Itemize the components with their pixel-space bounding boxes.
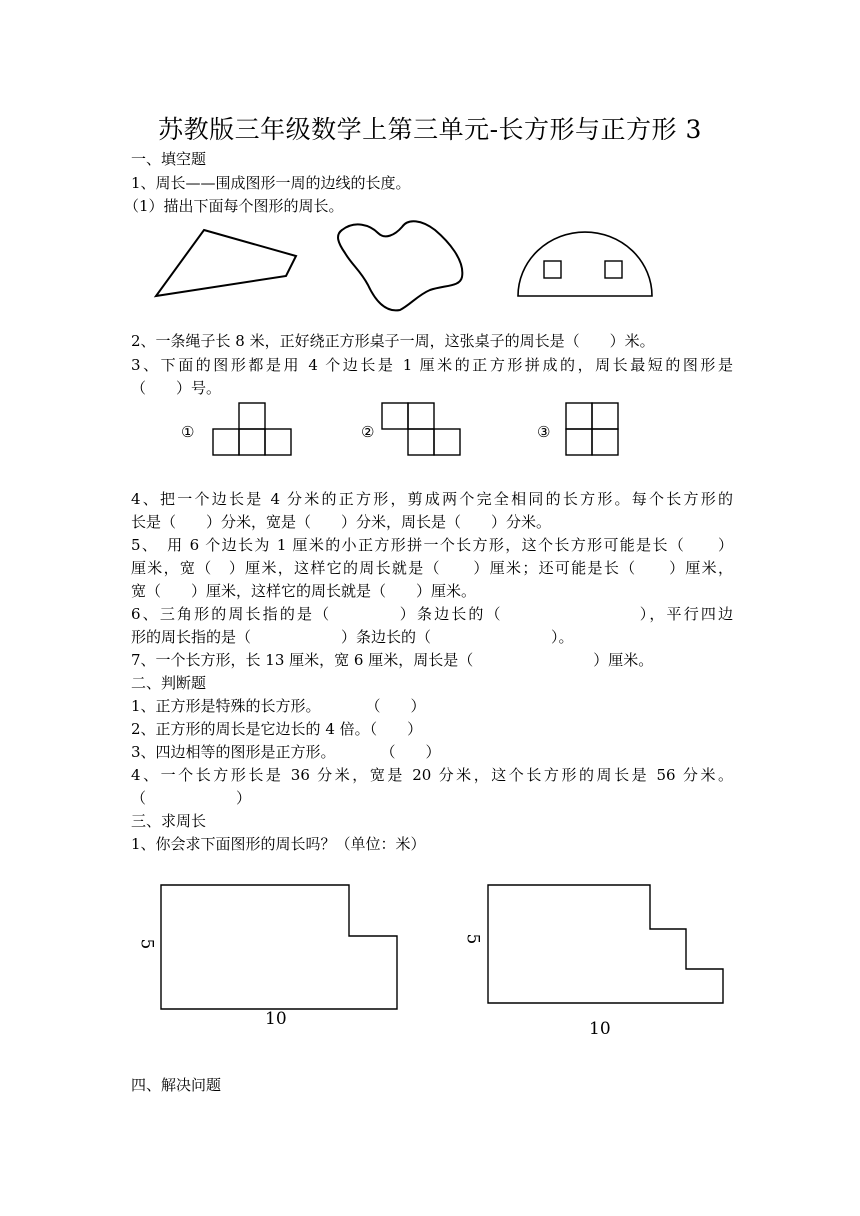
judgment-item-3: 3、四边相等的图形是正方形。 （ ） xyxy=(131,743,441,761)
question-1-5-line1: 5、 用 6 个边长为 1 厘米的小正方形拼一个长方形，这个长方形可能是长（ ） xyxy=(131,536,733,554)
question-1-6-line1: 6、三角形的周长指的是（ ）条边长的（ ），平行四边 xyxy=(131,605,733,623)
question-1-1: 1、周长——围成图形一周的边线的长度。 xyxy=(131,174,411,192)
perimeter-figure-2 xyxy=(486,883,728,1007)
section-3-heading: 三、求周长 xyxy=(131,812,207,830)
square-arrangement-1 xyxy=(212,401,294,459)
judgment-item-4-line1: 4、一个长方形长是 36 分米，宽是 20 分米，这个长方形的周长是 56 分米。 xyxy=(131,766,733,784)
question-1-3-line2: （ ）号。 xyxy=(131,379,222,397)
worksheet-title: 苏教版三年级数学上第三单元-长方形与正方形 3 xyxy=(158,115,702,144)
question-1-7: 7、一个长方形，长 13 厘米，宽 6 厘米，周长是（ ）厘米。 xyxy=(131,651,654,669)
blob-shape xyxy=(330,215,470,315)
question-1-1-sub: （1）描出下面每个图形的周长。 xyxy=(124,197,344,215)
judgment-item-4-line2: （ ） xyxy=(131,789,252,807)
shape-label-1: ① xyxy=(181,423,195,441)
question-1-4-line1: 4、把一个边长是 4 分米的正方形，剪成两个完全相同的长方形。每个长方形的 xyxy=(131,490,733,508)
question-1-4-line2: 长是（ ）分米，宽是（ ）分米，周长是（ ）分米。 xyxy=(131,513,552,531)
question-1-6-line2: 形的周长指的是（ ）条边长的（ ）。 xyxy=(131,628,574,646)
figure-2-height-label: 5 xyxy=(462,933,483,945)
semicircle-shape xyxy=(515,228,655,300)
figure-1-height-label: 5 xyxy=(136,938,157,950)
irregular-quadrilateral-shape xyxy=(150,225,300,300)
judgment-item-2: 2、正方形的周长是它边长的 4 倍。（ ） xyxy=(131,720,423,738)
figure-1-width-label: 10 xyxy=(265,1009,287,1029)
square-arrangement-3 xyxy=(564,401,624,459)
section-1-heading: 一、填空题 xyxy=(131,150,207,168)
question-1-5-line3: 宽（ ）厘米，这样它的周长就是（ ）厘米。 xyxy=(131,582,477,600)
perimeter-figure-1 xyxy=(159,883,401,1013)
section-2-heading: 二、判断题 xyxy=(131,674,207,692)
section-4-heading: 四、解决问题 xyxy=(131,1076,222,1094)
question-1-3-line1: 3、下面的图形都是用 4 个边长是 1 厘米的正方形拼成的，周长最短的图形是 xyxy=(131,356,733,374)
shape-label-2: ② xyxy=(361,423,375,441)
figure-2-width-label: 10 xyxy=(589,1019,611,1039)
question-1-2: 2、一条绳子长 8 米，正好绕正方形桌子一周，这张桌子的周长是（ ）米。 xyxy=(131,332,655,350)
square-arrangement-2 xyxy=(380,401,464,459)
judgment-item-1: 1、正方形是特殊的长方形。 （ ） xyxy=(131,697,426,715)
question-3-1: 1、你会求下面图形的周长吗？（单位：米） xyxy=(131,835,426,853)
question-1-5-line2: 厘米，宽（ ）厘米，这样它的周长就是（ ）厘米；还可能是长（ ）厘米， xyxy=(131,559,733,577)
shape-label-3: ③ xyxy=(537,423,551,441)
